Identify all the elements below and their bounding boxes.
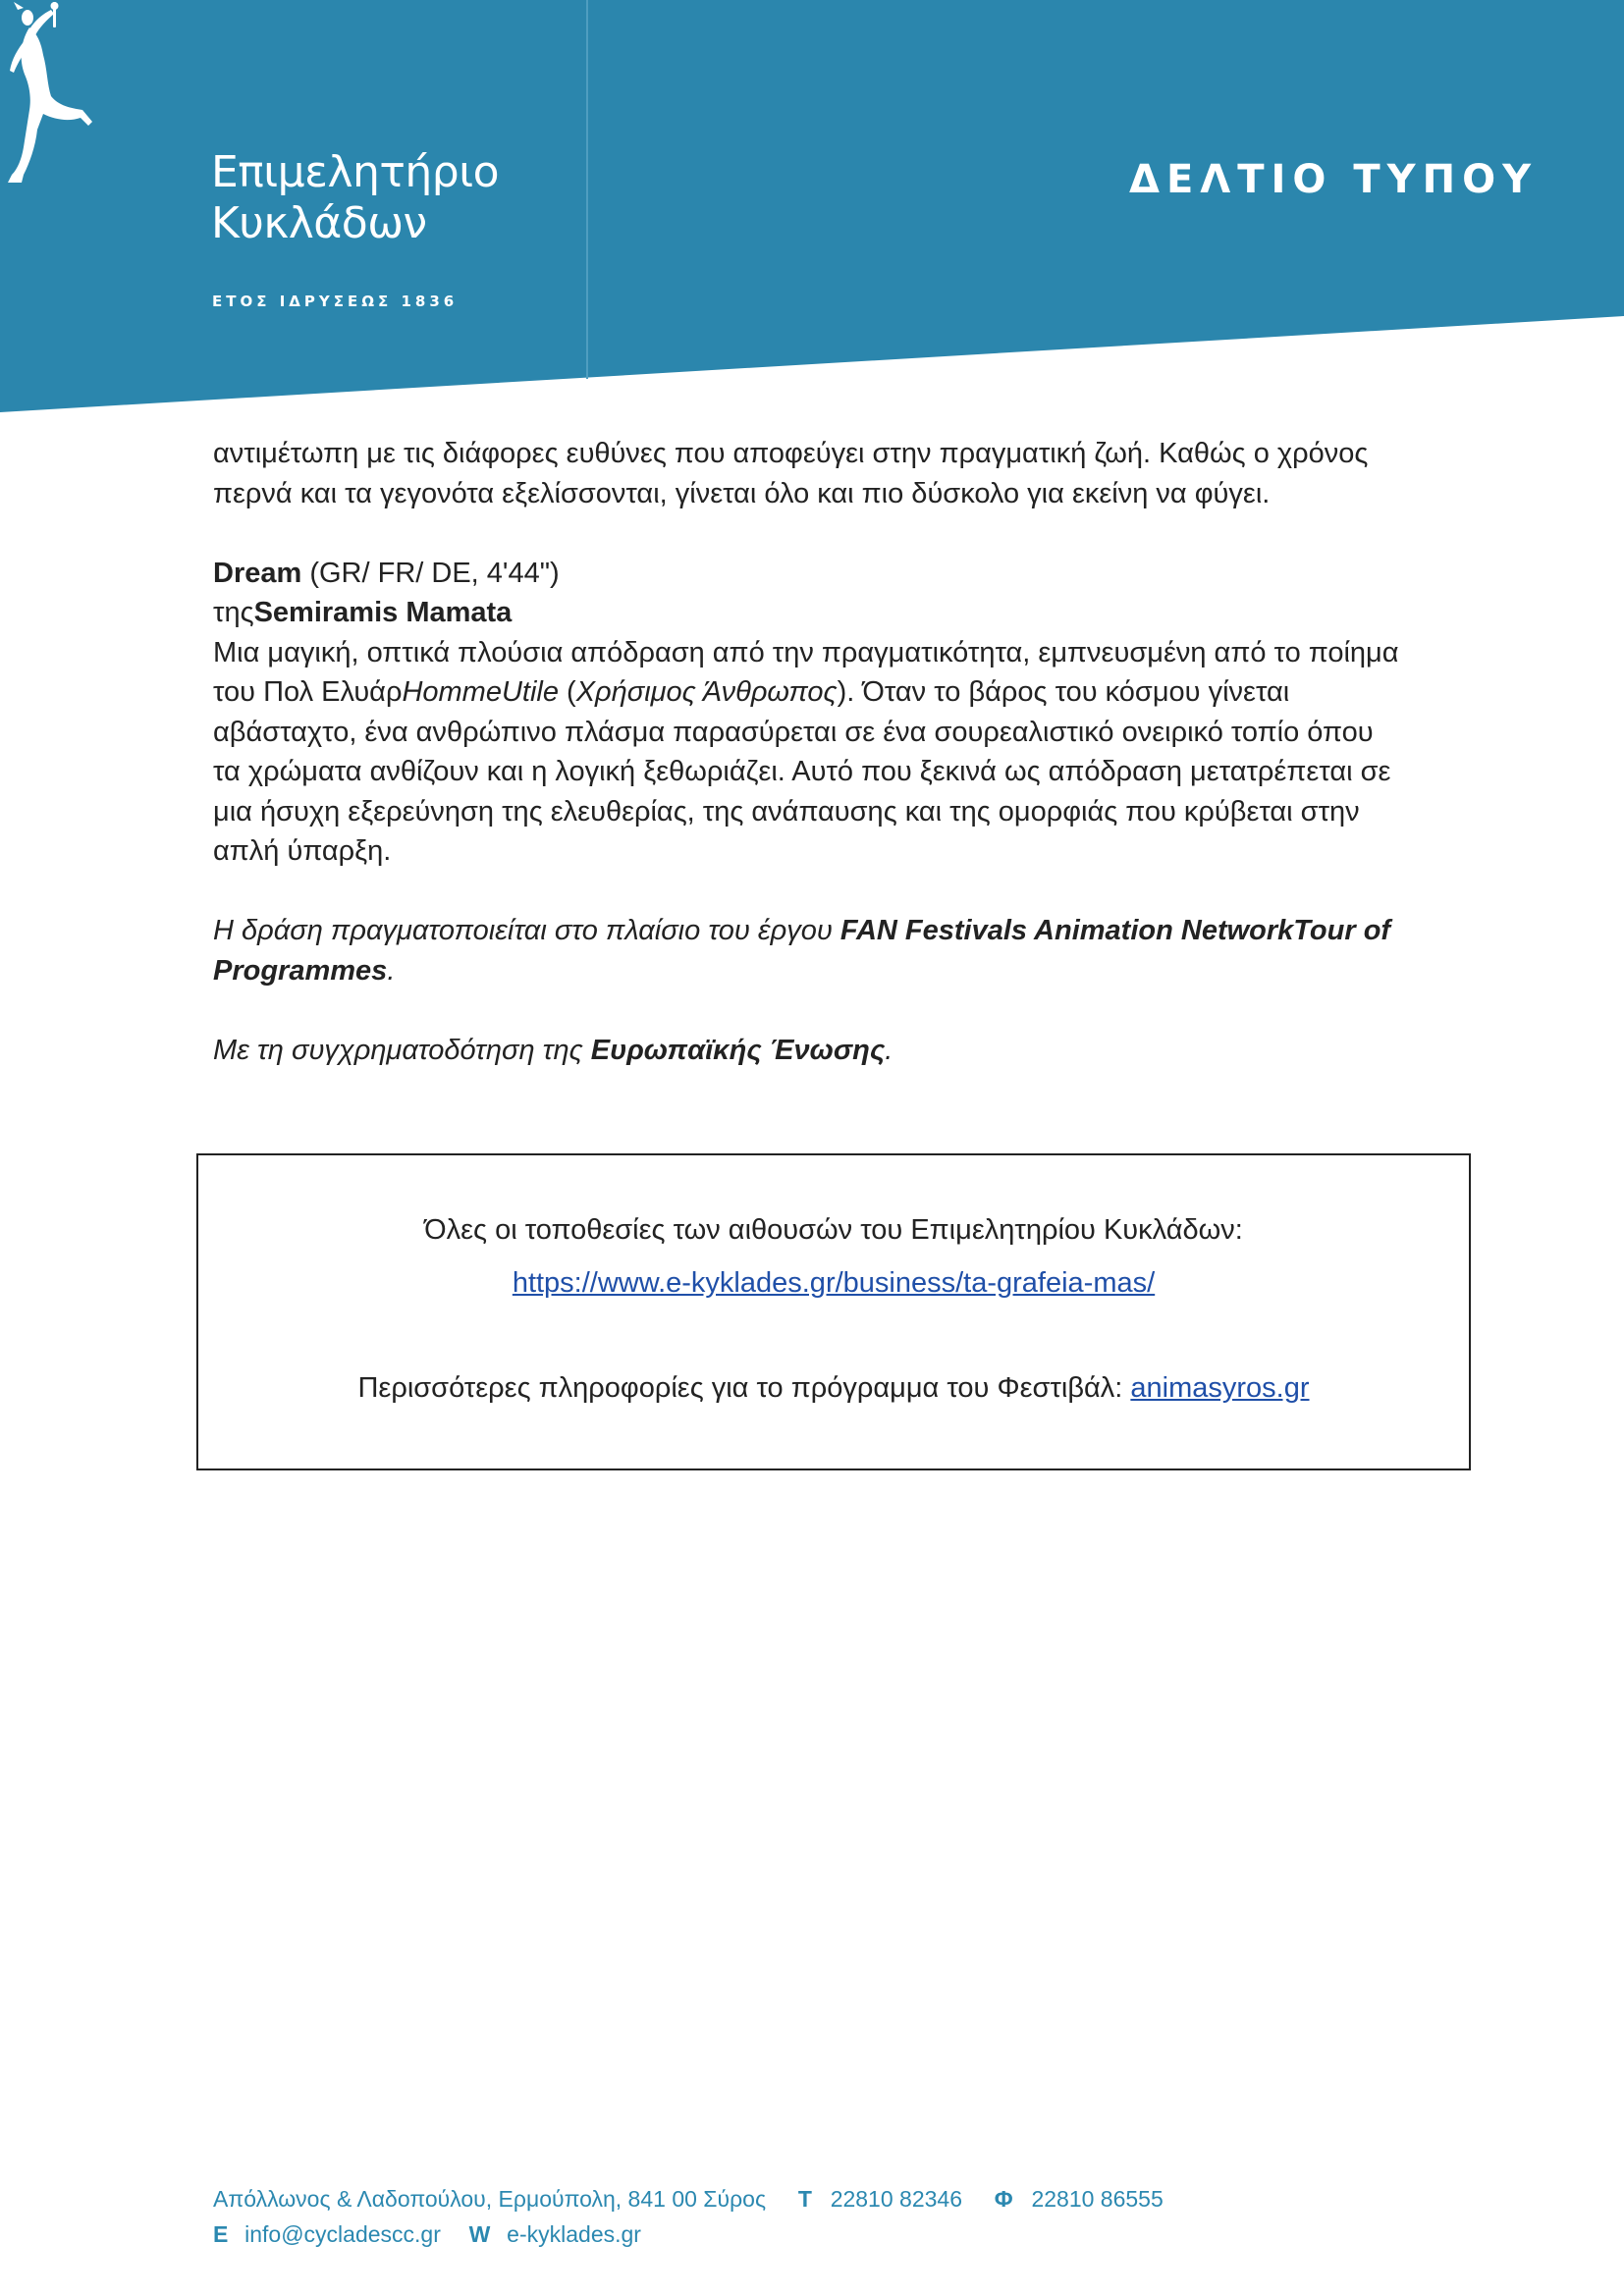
email-label: E [213, 2221, 229, 2247]
spacer [213, 872, 1489, 912]
description-line: μια ήσυχη εξερεύνηση της ελευθερίας, της ανάπαυσης και της ομορφιάς που κρύβεται στην [213, 795, 1360, 828]
director-prefix: της [213, 597, 254, 628]
project-prefix: Η δράση πραγματοποιείται στο πλαίσιο του έργου [213, 915, 840, 946]
document-type-title: ΔΕΛΤΙΟ ΤΥΠΟΥ [1129, 157, 1539, 202]
poem-translation: Χρήσιμος Άνθρωπος [575, 676, 838, 708]
film-meta: (GR/ FR/ DE, 4'44") [301, 557, 560, 589]
project-name: FAN Festivals Animation NetworkTour of [839, 915, 1391, 946]
footer-row-address [213, 2181, 1164, 2216]
description-line: αβάσταχτο, ένα ανθρώπινο πλάσμα παρασύρεται σε ένα σουρεαλιστικό ονειρικό τοπίο όπου [213, 716, 1374, 748]
body-line: αντιμέτωπη με τις διάφορες ευθύνες που αποφεύγει στην πραγματική ζωή. Καθώς ο χρόνος [213, 438, 1369, 469]
website[interactable]: e-kyklades.gr [507, 2221, 641, 2247]
locations-text: Όλες οι τοποθεσίες των αιθουσών του Επιμελητηρίου Κυκλάδων: [424, 1214, 1243, 1246]
festival-info-row [198, 1372, 1469, 1405]
poem-title: HommeUtile [402, 676, 559, 708]
poet-ref: του Πολ Ελυάρ [213, 676, 403, 708]
film-title-line [213, 554, 1489, 594]
film-title: Dream [213, 557, 302, 589]
punct: ( [558, 676, 576, 708]
locations-link[interactable]: https://www.e-kyklades.gr/business/ta-grafeia-mas/ [512, 1267, 1156, 1299]
press-release-body [213, 434, 1489, 1070]
project-period: . [387, 954, 396, 987]
festival-link[interactable]: animasyros.gr [1130, 1372, 1310, 1404]
cofund-period: . [885, 1034, 893, 1066]
festival-text: Περισσότερες πληροφορίες για το πρόγραμμα του Φεστιβάλ: [357, 1372, 1131, 1404]
director-line [213, 593, 1489, 633]
description-line: τα χρώματα ανθίζουν και η λογική ξεθωριάζει. Αυτό που ξεκινά ως απόδραση μετατρέπεται σε [213, 756, 1391, 787]
director-name: Semiramis Mamata [253, 597, 513, 628]
description-continuation: ). Όταν το βάρος του κόσμου γίνεται [837, 676, 1290, 708]
organization-name-line2: Κυκλάδων [211, 198, 427, 248]
organization-name-line1: Επιμελητήριο [211, 147, 499, 197]
cofund-name: Ευρωπαϊκής Ένωσης [590, 1034, 886, 1066]
body-line: περνά και τα γεγονότα εξελίσσονται, γίνεται όλο και πιο δύσκολο για εκείνη να φύγει. [213, 477, 1271, 509]
phone-number: 22810 82346 [830, 2186, 962, 2212]
project-name-cont: Programmes [213, 954, 388, 987]
spacer [213, 513, 1489, 554]
cofunding-line [213, 1031, 1489, 1071]
founded-year: ΕΤΟΣ ΙΔΡΥΣΕΩΣ 1836 [212, 293, 459, 310]
spacer [213, 990, 1489, 1031]
organization-name [211, 147, 499, 249]
description-line: Μια μαγική, οπτικά πλούσια απόδραση από την πραγματικότητα, εμπνευσμένη από το ποίημα [213, 636, 1399, 668]
fax-number: 22810 86555 [1031, 2186, 1164, 2212]
footer-row-online [213, 2216, 1164, 2252]
info-box [196, 1153, 1471, 1470]
fax-label: Φ [994, 2186, 1013, 2212]
project-note-line [213, 911, 1489, 951]
header-banner [0, 0, 1624, 412]
cofund-prefix: Με τη συγχρηματοδότηση της [213, 1034, 591, 1066]
description-line: απλή ύπαρξη. [213, 835, 392, 867]
description-line [213, 672, 1489, 713]
hermes-figure-icon [0, 0, 98, 187]
email-address[interactable]: info@cycladescc.gr [244, 2221, 441, 2247]
project-note-line [213, 951, 1489, 991]
phone-label: Τ [797, 2186, 812, 2212]
web-label: W [468, 2221, 491, 2247]
address: Απόλλωνος & Λαδοπούλου, Ερμούπολη, 841 00 Σύρος [213, 2186, 767, 2212]
footer-contact [213, 2181, 1164, 2252]
locations-link-row [198, 1267, 1469, 1300]
